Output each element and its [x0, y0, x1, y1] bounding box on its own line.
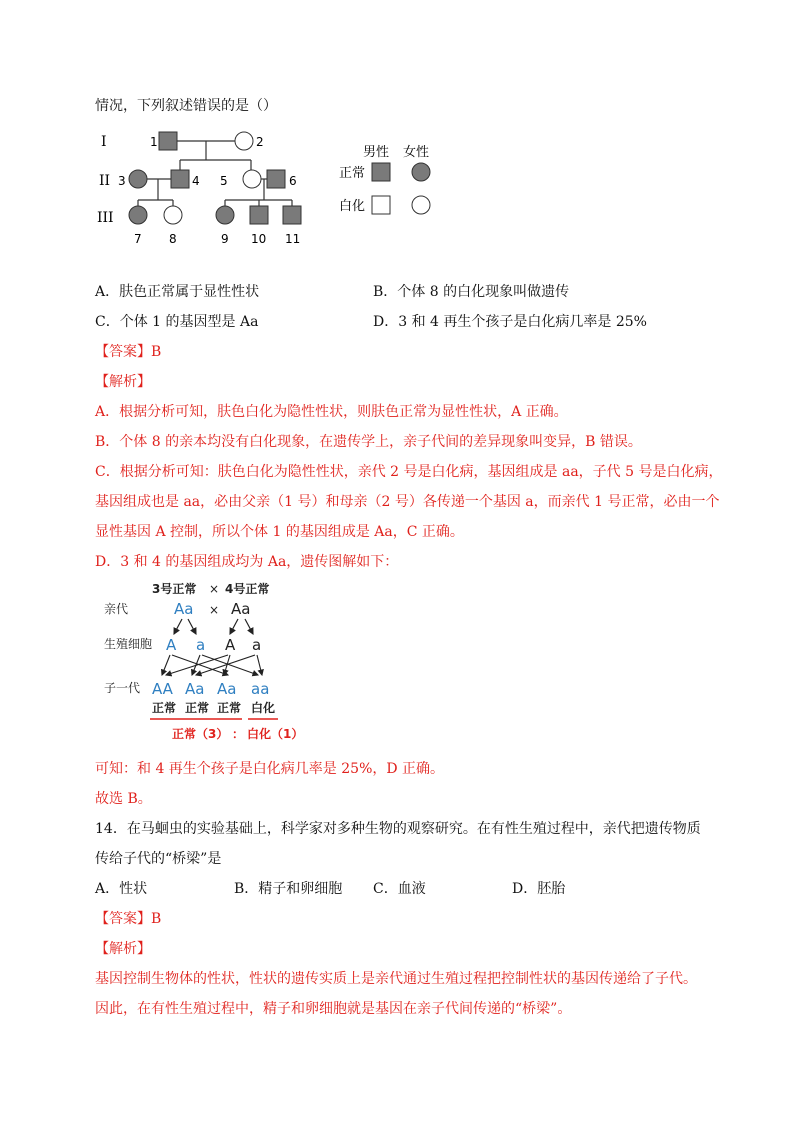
legend-female-label: 女性	[403, 145, 430, 160]
gamete-a-4: a	[252, 636, 262, 654]
q13-analysis-c1: C．根据分析可知：肤色白化为隐性性状，亲代 2 号是白化病，基因组成是 aa，子代 5 号是白化病，	[95, 464, 723, 480]
legend-albino-label: 白化	[339, 199, 366, 214]
q13-option-a: A．肤色正常属于显性性状	[95, 284, 260, 300]
legend-female-albino-icon	[412, 196, 430, 214]
row-label-offspring: 子一代	[104, 681, 141, 695]
legend-male-label: 男性	[363, 145, 390, 160]
pedigree-chart	[95, 122, 455, 252]
q14-stem-line-2: 传给子代的“桥梁”是	[95, 851, 222, 867]
male-affected-icon	[159, 132, 177, 150]
q14-option-a: A．性状	[95, 881, 148, 897]
q14-option-d: D．胚胎	[512, 881, 566, 897]
q13-answer: 【答案】B	[95, 344, 162, 360]
id-6: 6	[289, 174, 297, 188]
id-2: 2	[256, 135, 264, 149]
id-8: 8	[169, 232, 177, 246]
female-affected-icon	[129, 206, 147, 224]
genotype-parent-4: Aa	[231, 600, 251, 618]
female-normal-icon	[164, 206, 182, 224]
q14-analysis-label: 【解析】	[95, 941, 151, 957]
offspring-AA: AA	[152, 680, 173, 698]
q13-option-c: C．个体 1 的基因型是 Aa	[95, 314, 259, 330]
parent-4-label: 4号正常	[225, 582, 270, 596]
row-label-gametes: 生殖细胞	[104, 637, 153, 651]
female-normal-icon	[243, 170, 261, 188]
id-3: 3	[118, 174, 126, 188]
q13-analysis-c3: 显性基因 A 控制，所以个体 1 的基因组成是 Aa，C 正确。	[95, 524, 464, 540]
gen-label-3: III	[97, 210, 114, 226]
legend-normal-label: 正常	[339, 166, 366, 181]
q14-stem-line-1: 14．在马蛔虫的实验基础上，科学家对多种生物的观察研究。在有性生殖过程中，亲代把遗传物质	[95, 821, 701, 837]
q13-analysis-b: B．个体 8 的亲本均没有白化现象，在遗传学上，亲子代间的差异现象叫变异，B 错误。	[95, 434, 642, 450]
offspring-Aa-2: Aa	[217, 680, 237, 698]
parent-3-label: 3号正常	[152, 582, 197, 596]
id-1: 1	[150, 135, 158, 149]
legend-male-albino-icon	[372, 196, 390, 214]
offspring-aa: aa	[251, 680, 270, 698]
gamete-A-4: A	[225, 636, 236, 654]
male-affected-icon	[283, 206, 301, 224]
id-5: 5	[220, 174, 228, 188]
cross-times-1: ×	[209, 582, 220, 596]
genotype-parent-3: Aa	[174, 600, 194, 618]
q14-option-c: C．血液	[373, 881, 426, 897]
ratio-albino: 白化（1）	[247, 727, 304, 741]
female-affected-icon	[216, 206, 234, 224]
q14-analysis-2: 因此，在有性生殖过程中，精子和卵细胞就是基因在亲子代间传递的“桥梁”。	[95, 1001, 572, 1017]
ratio-normal: 正常（3）	[172, 727, 229, 741]
q14-answer: 【答案】B	[95, 911, 162, 927]
id-4: 4	[192, 174, 200, 188]
legend-male-normal-icon	[372, 163, 390, 181]
q13-final: 故选 B。	[95, 791, 152, 807]
female-normal-icon	[235, 132, 253, 150]
id-11: 11	[285, 232, 301, 246]
cross-times-2: ×	[209, 603, 220, 617]
q13-analysis-a: A．根据分析可知，肤色白化为隐性性状，则肤色正常为显性性状，A 正确。	[95, 404, 568, 420]
ratio-colon: ：	[232, 727, 245, 741]
id-7: 7	[134, 232, 142, 246]
q14-option-b: B．精子和卵细胞	[234, 881, 343, 897]
male-affected-icon	[250, 206, 268, 224]
q13-analysis-d: D．3 和 4 的基因组成均为 Aa，遗传图解如下：	[95, 554, 399, 570]
gen-label-2: II	[99, 173, 111, 189]
male-affected-icon	[171, 170, 189, 188]
legend-female-normal-icon	[412, 163, 430, 181]
cross-diagram	[100, 578, 320, 750]
gamete-A-3: A	[166, 636, 177, 654]
gen-label-1: I	[101, 134, 107, 150]
id-10: 10	[251, 232, 267, 246]
phenotype-3: 正常	[217, 701, 242, 715]
phenotype-4: 白化	[251, 701, 276, 715]
q13-stem: 情况，下列叙述错误的是（）	[95, 98, 277, 114]
phenotype-1: 正常	[152, 701, 177, 715]
q13-option-d: D．3 和 4 再生个孩子是白化病几率是 25%	[373, 314, 647, 330]
gamete-a-3: a	[196, 636, 206, 654]
phenotype-2: 正常	[185, 701, 210, 715]
q13-option-b: B．个体 8 的白化现象叫做遗传	[373, 284, 570, 300]
q13-analysis-c2: 基因组成也是 aa，必由父亲（1 号）和母亲（2 号）各传递一个基因 a，而亲代 1 号正常，必由一个	[95, 494, 720, 510]
q14-analysis-1: 基因控制生物体的性状，性状的遗传实质上是亲代通过生殖过程把控制性状的基因传递给了子代。	[95, 971, 697, 987]
offspring-Aa-1: Aa	[185, 680, 205, 698]
male-affected-icon	[267, 170, 285, 188]
female-affected-icon	[129, 170, 147, 188]
id-9: 9	[221, 232, 229, 246]
q13-conclusion: 可知：和 4 再生个孩子是白化病几率是 25%，D 正确。	[95, 761, 445, 777]
q13-analysis-label: 【解析】	[95, 374, 151, 390]
row-label-parents: 亲代	[104, 602, 129, 616]
